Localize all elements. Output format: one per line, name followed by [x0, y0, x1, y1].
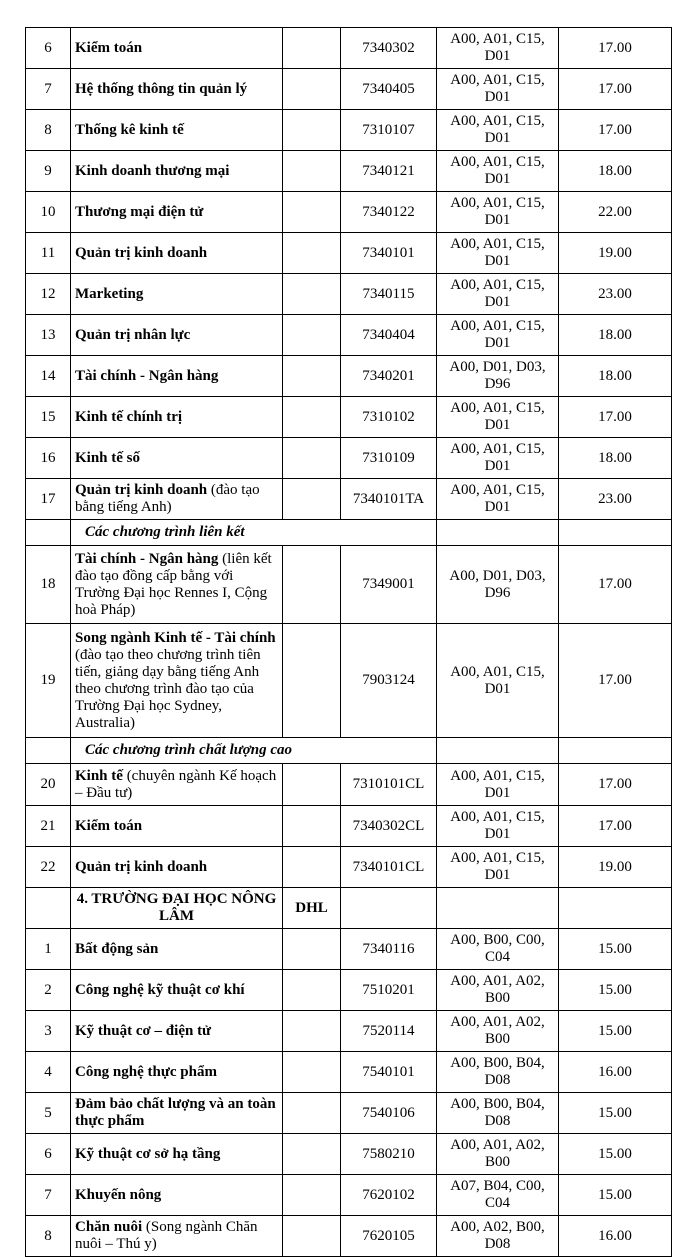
subject-combination [437, 888, 559, 929]
major-name [71, 233, 283, 274]
major-name-bold: Kinh doanh thương mại [75, 162, 230, 179]
subject-combination: A00, A01, C15, D01 [437, 764, 559, 806]
major-name-bold: Công nghệ kỹ thuật cơ khí [75, 981, 245, 998]
row-number: 18 [26, 546, 71, 624]
subject-combination: A00, A02, B00, D08 [437, 1216, 559, 1257]
major-name-bold: Quản trị kinh doanh [75, 482, 208, 498]
school-code [283, 929, 341, 970]
row-number: 12 [26, 274, 71, 315]
major-name [71, 546, 283, 624]
subject-combination: A00, A01, C15, D01 [437, 315, 559, 356]
school-code [283, 1093, 341, 1134]
table-row [26, 847, 672, 888]
major-name [71, 1011, 283, 1052]
subject-combination: A00, A01, A02, B00 [437, 1011, 559, 1052]
table-row [26, 764, 672, 806]
table-row [26, 1052, 672, 1093]
admission-score: 18.00 [559, 315, 672, 356]
school-code [283, 764, 341, 806]
row-number [26, 738, 71, 764]
major-name-bold: Quản trị nhân lực [75, 326, 191, 343]
subject-combination: A00, A01, C15, D01 [437, 274, 559, 315]
major-name-note: (đào tạo theo chương trình tiên tiến, giảng dạy bằng tiếng Anh theo chương trình đào tạo của Trường Đại học Sydney, Australia) [75, 646, 261, 731]
admission-score: 15.00 [559, 970, 672, 1011]
major-code: 7340201 [341, 356, 437, 397]
subject-combination: A00, A01, C15, D01 [437, 624, 559, 738]
major-name [71, 69, 283, 110]
major-code: 7340302 [341, 28, 437, 69]
school-code [283, 806, 341, 847]
major-code: 7310107 [341, 110, 437, 151]
school-code [283, 1175, 341, 1216]
section-title: Các chương trình chất lượng cao [71, 738, 437, 764]
admission-table [25, 27, 672, 1257]
admission-score: 15.00 [559, 1011, 672, 1052]
major-name-bold: Marketing [75, 285, 144, 302]
table-row [26, 233, 672, 274]
subject-combination: A00, A01, C15, D01 [437, 806, 559, 847]
table-row [26, 192, 672, 233]
major-name-note: (Song ngành Chăn nuôi – Thú y) [75, 1219, 258, 1252]
table-row [26, 315, 672, 356]
major-name [71, 624, 283, 738]
subject-combination: A00, A01, C15, D01 [437, 151, 559, 192]
major-name-bold: Bất động sản [75, 940, 159, 957]
major-name-bold: Kinh tế [75, 767, 123, 784]
admission-score: 15.00 [559, 1093, 672, 1134]
table-row [26, 274, 672, 315]
school-code [283, 397, 341, 438]
row-number: 8 [26, 110, 71, 151]
major-code: 7340101 [341, 233, 437, 274]
admission-score: 17.00 [559, 110, 672, 151]
admission-score: 17.00 [559, 546, 672, 624]
subject-combination: A00, A01, C15, D01 [437, 479, 559, 520]
major-name-bold: Thống kê kinh tế [75, 121, 184, 138]
admission-score: 17.00 [559, 764, 672, 806]
major-name [71, 438, 283, 479]
table-row [26, 1093, 672, 1134]
major-code: 7340122 [341, 192, 437, 233]
school-code [283, 438, 341, 479]
major-code: 7310101CL [341, 764, 437, 806]
admission-score: 17.00 [559, 397, 672, 438]
school-code [283, 274, 341, 315]
admission-score: 17.00 [559, 806, 672, 847]
row-number: 13 [26, 315, 71, 356]
section-header-row [26, 738, 672, 764]
major-name [71, 1216, 283, 1257]
table-row [26, 28, 672, 69]
major-code: 7520114 [341, 1011, 437, 1052]
major-name-bold: Tài chính - Ngân hàng [75, 550, 219, 567]
table-body [26, 28, 672, 1257]
school-code [283, 1134, 341, 1175]
subject-combination: A00, A01, C15, D01 [437, 847, 559, 888]
subject-combination: A00, A01, C15, D01 [437, 192, 559, 233]
table-row [26, 479, 672, 520]
subject-combination: A00, A01, C15, D01 [437, 28, 559, 69]
major-name-bold: Đảm bảo chất lượng và an toàn thực phẩm [75, 1096, 276, 1129]
major-code: 7903124 [341, 624, 437, 738]
admission-score: 16.00 [559, 1052, 672, 1093]
school-code [283, 479, 341, 520]
major-name-bold: Tài chính - Ngân hàng [75, 367, 219, 384]
row-number: 20 [26, 764, 71, 806]
major-name-bold: Hệ thống thông tin quản lý [75, 80, 248, 97]
row-number: 5 [26, 1093, 71, 1134]
major-name-bold: Kinh tế số [75, 449, 141, 466]
subject-combination: A00, A01, A02, B00 [437, 1134, 559, 1175]
subject-combination: A00, B00, B04, D08 [437, 1052, 559, 1093]
major-name-bold: Kinh tế chính trị [75, 408, 183, 425]
admission-score: 15.00 [559, 929, 672, 970]
school-code [283, 110, 341, 151]
school-code: DHL [283, 888, 341, 929]
table-row [26, 438, 672, 479]
major-name-bold: Kiểm toán [75, 39, 143, 56]
row-number: 15 [26, 397, 71, 438]
major-code: 7340302CL [341, 806, 437, 847]
major-name [71, 847, 283, 888]
major-name [71, 929, 283, 970]
admission-score: 19.00 [559, 233, 672, 274]
major-name-bold: Chăn nuôi [75, 1219, 143, 1235]
row-number: 10 [26, 192, 71, 233]
major-name [71, 479, 283, 520]
row-number: 2 [26, 970, 71, 1011]
section-title: Các chương trình liên kết [71, 520, 437, 546]
row-number [26, 888, 71, 929]
school-code [283, 315, 341, 356]
table-row [26, 546, 672, 624]
admission-score: 17.00 [559, 28, 672, 69]
major-code [341, 888, 437, 929]
major-code: 7340115 [341, 274, 437, 315]
major-name [71, 1134, 283, 1175]
major-code: 7310102 [341, 397, 437, 438]
admission-score: 23.00 [559, 479, 672, 520]
row-number: 11 [26, 233, 71, 274]
major-code: 7620105 [341, 1216, 437, 1257]
school-code [283, 192, 341, 233]
major-name [71, 397, 283, 438]
school-code [283, 1216, 341, 1257]
school-code [283, 151, 341, 192]
major-name-bold: Kiểm toán [75, 817, 143, 834]
major-name-bold: Kỹ thuật cơ sở hạ tầng [75, 1145, 221, 1162]
major-name [71, 110, 283, 151]
subject-combination: A00, D01, D03, D96 [437, 356, 559, 397]
major-code: 7310109 [341, 438, 437, 479]
major-name [71, 888, 283, 929]
subject-combination: A00, A01, C15, D01 [437, 110, 559, 151]
major-code: 7340404 [341, 315, 437, 356]
school-code [283, 624, 341, 738]
row-number: 19 [26, 624, 71, 738]
major-code: 7620102 [341, 1175, 437, 1216]
major-code: 7340116 [341, 929, 437, 970]
major-name [71, 356, 283, 397]
major-name-bold: Quản trị kinh doanh [75, 244, 208, 261]
admission-score: 18.00 [559, 356, 672, 397]
school-code [283, 847, 341, 888]
row-number: 3 [26, 1011, 71, 1052]
admission-score: 18.00 [559, 151, 672, 192]
subject-combination: A00, B00, C00, C04 [437, 929, 559, 970]
combination-cell [437, 520, 559, 546]
school-code [283, 233, 341, 274]
table-row [26, 1011, 672, 1052]
school-code [283, 1011, 341, 1052]
subject-combination: A07, B04, C00, C04 [437, 1175, 559, 1216]
major-name-bold: Kỹ thuật cơ – điện tử [75, 1022, 212, 1039]
row-number: 4 [26, 1052, 71, 1093]
major-name [71, 192, 283, 233]
major-name-note: (chuyên ngành Kế hoạch – Đầu tư) [75, 767, 277, 801]
admission-score: 15.00 [559, 1175, 672, 1216]
admission-score: 17.00 [559, 69, 672, 110]
subject-combination: A00, A01, C15, D01 [437, 69, 559, 110]
row-number [26, 520, 71, 546]
school-code [283, 356, 341, 397]
major-name [71, 274, 283, 315]
subject-combination: A00, A01, A02, B00 [437, 970, 559, 1011]
major-code: 7540101 [341, 1052, 437, 1093]
major-code: 7340101CL [341, 847, 437, 888]
major-name-bold: Công nghệ thực phẩm [75, 1063, 217, 1080]
row-number: 16 [26, 438, 71, 479]
combination-cell [437, 738, 559, 764]
admission-score: 23.00 [559, 274, 672, 315]
major-code: 7340121 [341, 151, 437, 192]
admission-score [559, 888, 672, 929]
table-row [26, 929, 672, 970]
score-cell [559, 520, 672, 546]
major-name-bold: Quản trị kinh doanh [75, 858, 208, 875]
section-header-row [26, 520, 672, 546]
school-code [283, 1052, 341, 1093]
row-number: 14 [26, 356, 71, 397]
table-row [26, 1134, 672, 1175]
table-row [26, 1216, 672, 1257]
row-number: 8 [26, 1216, 71, 1257]
major-code: 7340101TA [341, 479, 437, 520]
table-row [26, 151, 672, 192]
table-row [26, 1175, 672, 1216]
major-name-bold: Thương mại điện tử [75, 203, 204, 220]
row-number: 6 [26, 1134, 71, 1175]
major-name [71, 1093, 283, 1134]
row-number: 21 [26, 806, 71, 847]
table-row [26, 624, 672, 738]
major-name-note: (đào tạo bằng tiếng Anh) [75, 482, 260, 515]
major-name [71, 1052, 283, 1093]
table-row [26, 806, 672, 847]
major-code: 7349001 [341, 546, 437, 624]
major-name [71, 28, 283, 69]
major-name-bold: Khuyến nông [75, 1186, 162, 1203]
major-code: 7340405 [341, 69, 437, 110]
score-cell [559, 738, 672, 764]
school-header-row [26, 888, 672, 929]
admission-score: 19.00 [559, 847, 672, 888]
major-name-bold: Song ngành Kinh tế - Tài chính [75, 629, 276, 646]
subject-combination: A00, D01, D03, D96 [437, 546, 559, 624]
school-code [283, 970, 341, 1011]
major-name [71, 970, 283, 1011]
school-code [283, 69, 341, 110]
subject-combination: A00, B00, B04, D08 [437, 1093, 559, 1134]
school-code [283, 546, 341, 624]
table-row [26, 356, 672, 397]
major-code: 7540106 [341, 1093, 437, 1134]
admission-score: 18.00 [559, 438, 672, 479]
table-row [26, 970, 672, 1011]
row-number: 17 [26, 479, 71, 520]
admission-score: 15.00 [559, 1134, 672, 1175]
table-row [26, 69, 672, 110]
major-code: 7510201 [341, 970, 437, 1011]
subject-combination: A00, A01, C15, D01 [437, 397, 559, 438]
major-name [71, 151, 283, 192]
admission-score: 22.00 [559, 192, 672, 233]
subject-combination: A00, A01, C15, D01 [437, 233, 559, 274]
row-number: 22 [26, 847, 71, 888]
school-code [283, 28, 341, 69]
major-code: 7580210 [341, 1134, 437, 1175]
table-row [26, 397, 672, 438]
table-row [26, 110, 672, 151]
major-name [71, 1175, 283, 1216]
admission-score: 16.00 [559, 1216, 672, 1257]
major-name-note: (liên kết đào tạo đồng cấp bằng với Trường Đại học Rennes I, Cộng hoà Pháp) [75, 550, 272, 618]
major-name [71, 764, 283, 806]
major-name-bold: 4. TRƯỜNG ĐẠI HỌC NÔNG LÂM [76, 891, 277, 924]
row-number: 7 [26, 1175, 71, 1216]
row-number: 7 [26, 69, 71, 110]
major-name [71, 315, 283, 356]
major-name [71, 806, 283, 847]
subject-combination: A00, A01, C15, D01 [437, 438, 559, 479]
row-number: 1 [26, 929, 71, 970]
admission-score: 17.00 [559, 624, 672, 738]
row-number: 6 [26, 28, 71, 69]
row-number: 9 [26, 151, 71, 192]
